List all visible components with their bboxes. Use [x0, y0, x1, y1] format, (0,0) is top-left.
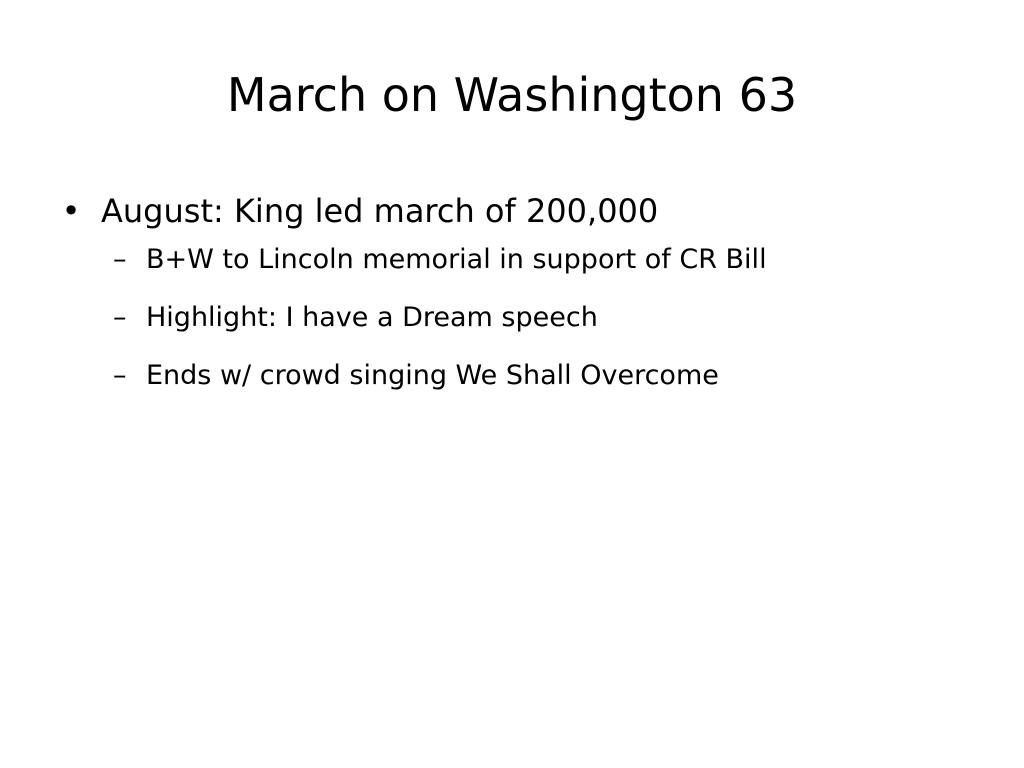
sub-bullet-item: [56, 356, 986, 396]
dash-icon: –: [113, 302, 127, 333]
sub-bullet-item: [56, 298, 986, 338]
bullet-dot-icon: •: [61, 192, 81, 230]
slide-title: March on Washington 63: [226, 68, 798, 122]
sub-bullet-text: Highlight: I have a Dream speech: [146, 302, 598, 333]
sub-bullet-text: Ends w/ crowd singing We Shall Overcome: [146, 360, 719, 391]
bullet-item: [56, 188, 986, 234]
sub-bullet-text: B+W to Lincoln memorial in support of CR Bill: [146, 244, 767, 275]
dash-icon: –: [113, 360, 127, 391]
sub-bullet-item: [56, 240, 986, 280]
bullet-text: August: King led march of 200,000: [101, 192, 659, 230]
slide-body: [56, 188, 986, 414]
sub-bullet-list: [56, 240, 986, 396]
dash-icon: –: [113, 244, 127, 275]
